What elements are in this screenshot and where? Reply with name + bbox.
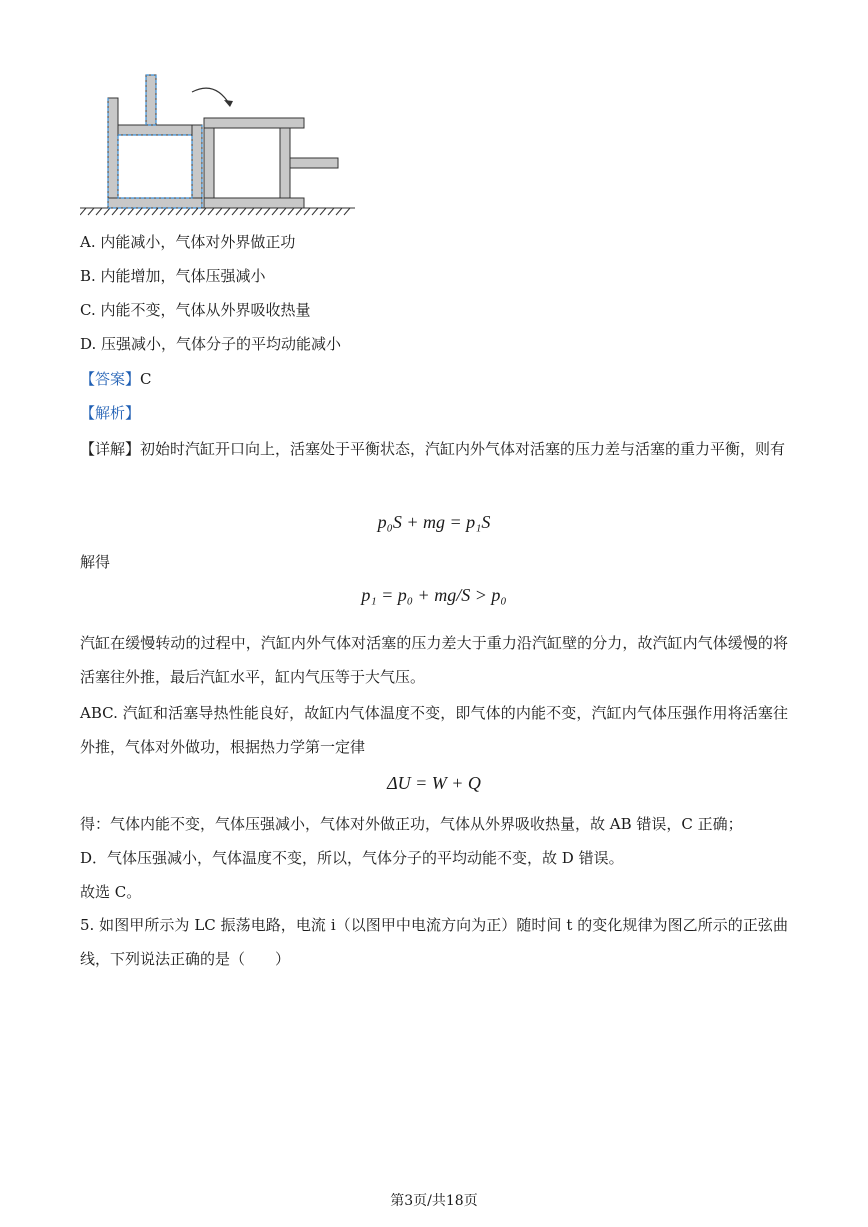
arrow-head-icon — [224, 100, 233, 107]
paragraph-1: 汽缸在缓慢转动的过程中，汽缸内外气体对活塞的压力差大于重力沿汽缸壁的分力，故汽缸内气体缓慢的将活塞往外推，最后汽缸水平，缸内气压等于大气压。 — [80, 634, 788, 686]
vertical-piston — [118, 75, 192, 135]
detail-text: 初始时汽缸开口向上，活塞处于平衡状态，汽缸内外气体对活塞的压力差与活塞的重力平衡，则有 — [140, 440, 786, 458]
ground — [80, 208, 355, 215]
equation-1-text: p₀S + mg = p₁S — [377, 512, 491, 532]
detail-paragraph — [80, 432, 788, 466]
equation-3-text: ΔU = W + Q — [387, 773, 481, 793]
option-d: D. 压强减小，气体分子的平均动能减小 — [80, 335, 342, 353]
rotation-arrow — [192, 88, 230, 105]
equation-1 — [0, 510, 868, 534]
detail-label: 【详解】 — [80, 440, 141, 458]
answer-line — [80, 369, 152, 389]
choice-line: 故选 C。 — [80, 883, 142, 901]
equation-3 — [0, 771, 868, 795]
option-c: C. 内能不变，气体从外界吸收热量 — [80, 301, 311, 319]
option-a: A. 内能减小，气体对外界做正功 — [80, 233, 296, 251]
answer-value: C — [140, 370, 152, 388]
paragraph-2: ABC. 汽缸和活塞导热性能良好，故缸内气体温度不变，即气体的内能不变，汽缸内气体压强作用将活塞往外推，气体对外做功，根据热力学第一定律 — [80, 704, 788, 756]
horizontal-piston — [280, 128, 338, 198]
cylinder-rotation-figure — [80, 70, 360, 220]
equation-2 — [0, 583, 868, 607]
conclusion-2: D．气体压强减小，气体温度不变，所以，气体分子的平均动能不变，故 D 错误。 — [80, 849, 624, 867]
conclusion-1: 得：气体内能不变，气体压强减小，气体对外做正功，气体从外界吸收热量，故 AB 错误，C 正确； — [80, 815, 743, 833]
solve-label: 解得 — [80, 553, 111, 571]
question-5: 5. 如图甲所示为 LC 振荡电路，电流 i（以图甲中电流方向为正）随时间 t 的变化规律为图乙所示的正弦曲线，下列说法正确的是（ ） — [80, 916, 788, 968]
option-b: B. 内能增加，气体压强减小 — [80, 267, 266, 285]
equation-2-text: p₁ = p₀ + mg/S > p₀ — [361, 585, 507, 605]
page-footer: 第3页/共18页 — [390, 1193, 478, 1209]
answer-label: 【答案】 — [80, 370, 141, 388]
analysis-label: 【解析】 — [80, 404, 141, 422]
